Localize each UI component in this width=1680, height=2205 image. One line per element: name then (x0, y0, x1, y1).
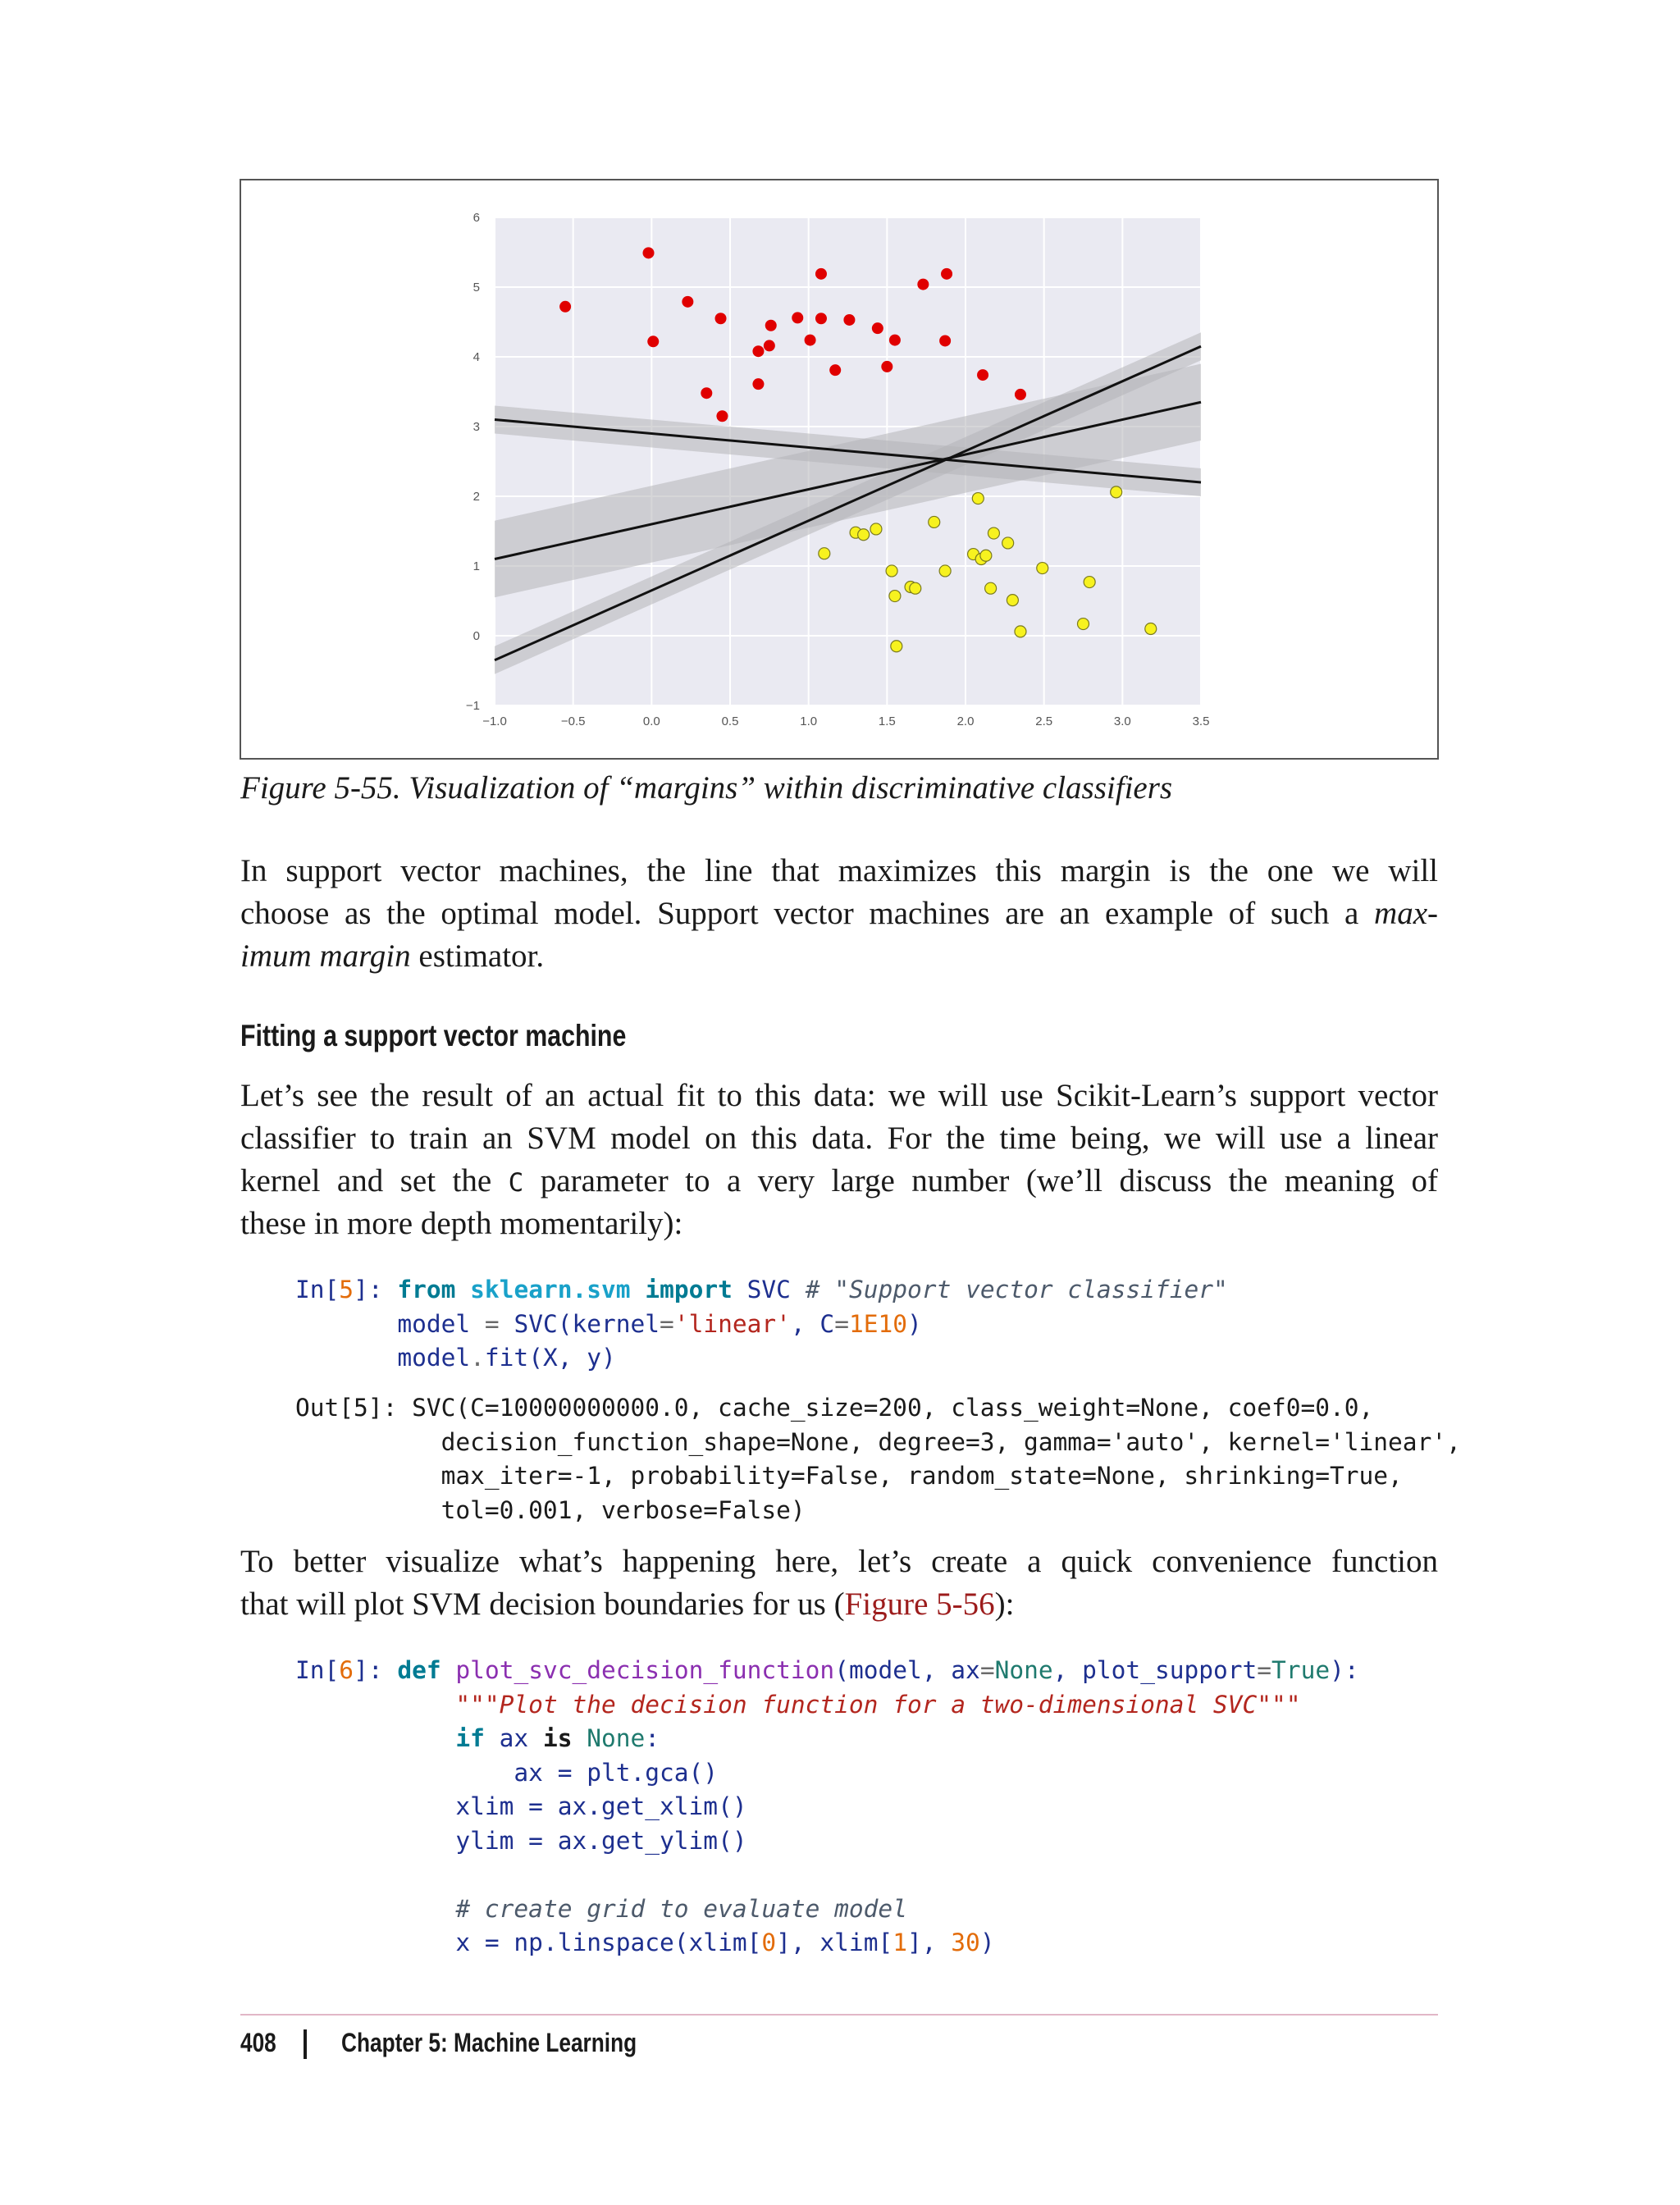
x-tick-label: 0.5 (721, 714, 739, 728)
code-comment: # "Support vector classifier" (805, 1276, 1228, 1303)
data-point-class-0 (889, 335, 901, 346)
data-point-class-0 (715, 313, 727, 324)
paragraph-2-line-3-b: parameter to a very large number (we’ll discuss the meaning of (523, 1163, 1438, 1198)
code-line: ], xlim[ (776, 1929, 893, 1956)
paragraph-1-line-2-text: choose as the optimal model. Support vector machines are an example of such a (240, 896, 1375, 931)
code-line: ], (906, 1929, 952, 1956)
code-operator: . (470, 1344, 485, 1372)
paragraph-2-line-3-a: kernel and set the (240, 1163, 509, 1198)
data-point-class-0 (1015, 389, 1026, 400)
code-name: (model, ax (834, 1656, 980, 1684)
code-punct: ): (1330, 1656, 1359, 1684)
code-string: 'linear' (673, 1309, 791, 1338)
code-name: model (397, 1309, 471, 1338)
data-point-class-0 (805, 335, 816, 346)
paragraph-1-line-1: In support vector machines, the line that maximizes this margin is the one we will (240, 853, 1438, 888)
code-prompt-end: ]: (354, 1656, 398, 1684)
data-point-class-0 (559, 301, 571, 313)
data-point-class-1 (819, 548, 830, 559)
x-tick-label: 0.0 (642, 714, 660, 728)
data-point-class-1 (889, 591, 901, 602)
paragraph-2-line-2: classifier to train an SVM model on this data. For the time being, we will use a linear (240, 1121, 1438, 1156)
x-tick-label: 1.0 (800, 714, 818, 728)
paragraph-1-line-2 (240, 892, 1438, 935)
code-name: fit(X, y) (484, 1344, 616, 1372)
x-tick-label: −1.0 (482, 714, 507, 728)
paragraph-1-line-3 (240, 935, 1438, 978)
code-constant: None (994, 1656, 1053, 1684)
code-block-in-6 (295, 1654, 1359, 1961)
paragraph-3-line-2-a: that will plot SVM decision boundaries for us ( (240, 1586, 845, 1622)
x-tick-label: 2.5 (1035, 714, 1053, 728)
data-point-class-1 (910, 582, 921, 594)
code-punct: : (645, 1724, 660, 1752)
data-point-class-1 (1007, 595, 1018, 606)
data-point-class-1 (858, 529, 870, 541)
data-point-class-1 (1084, 577, 1095, 588)
code-constant: None (572, 1724, 646, 1752)
code-name: SVC(kernel (514, 1309, 660, 1338)
code-line: x = np.linspace(xlim[ (455, 1929, 762, 1956)
code-output-out-5 (295, 1391, 1461, 1527)
x-tick-label: 3.0 (1113, 714, 1131, 728)
code-name: , plot_support (1052, 1656, 1258, 1684)
code-module: sklearn.svm (470, 1276, 631, 1303)
code-line: xlim = ax.get_xlim() (455, 1792, 747, 1820)
y-tick-label: 5 (472, 281, 480, 294)
data-point-class-0 (829, 364, 841, 376)
data-point-class-1 (1037, 563, 1048, 574)
code-operator: = (1257, 1656, 1272, 1684)
paragraph-1-emphasis-a: max- (1374, 896, 1438, 931)
x-tick-label: 3.5 (1192, 714, 1210, 728)
data-point-class-1 (1015, 626, 1026, 637)
code-number: 0 (761, 1929, 777, 1956)
footer-rule (240, 2014, 1438, 2016)
data-point-class-1 (1111, 486, 1122, 498)
data-point-class-0 (701, 387, 712, 399)
code-prompt-number: 5 (339, 1276, 354, 1303)
footer-separator (304, 2029, 307, 2059)
data-point-class-1 (985, 582, 997, 594)
code-constant: True (1271, 1656, 1331, 1684)
page-number: 408 (240, 2028, 276, 2057)
data-point-class-1 (1145, 623, 1157, 635)
data-point-class-0 (939, 335, 951, 346)
code-prompt: In[ (295, 1656, 340, 1684)
output-line: tol=0.001, verbose=False) (441, 1495, 806, 1524)
code-prompt-end: ]: (354, 1276, 398, 1303)
code-number: 30 (951, 1929, 980, 1956)
y-tick-label: 2 (472, 490, 480, 504)
data-point-class-0 (792, 312, 803, 323)
data-point-class-1 (980, 550, 992, 561)
x-tick-label: 1.5 (878, 714, 896, 728)
output-line: decision_function_shape=None, degree=3, gamma='auto', kernel='linear', (441, 1427, 1461, 1456)
data-point-class-0 (682, 296, 693, 308)
code-punct: ) (907, 1309, 922, 1338)
data-point-class-0 (872, 322, 883, 334)
code-docstring: """Plot the decision function for a two-dimensional SVC""" (455, 1690, 1301, 1719)
svm-margin-chart (241, 180, 1437, 758)
paragraph-1-line-3-text: estimator. (410, 938, 545, 974)
code-name: , C (790, 1309, 835, 1338)
code-function-name: plot_svc_decision_function (455, 1656, 835, 1684)
data-point-class-1 (886, 565, 897, 577)
chapter-title: Chapter 5: Machine Learning (341, 2028, 637, 2057)
data-point-class-0 (843, 314, 855, 326)
data-point-class-0 (752, 345, 764, 357)
code-line: ylim = ax.get_ylim() (455, 1826, 747, 1855)
code-keyword: import (645, 1276, 733, 1303)
data-point-class-0 (752, 378, 764, 390)
code-keyword: if (455, 1724, 485, 1752)
paragraph-3-line-2 (240, 1583, 1438, 1626)
y-tick-label: 6 (472, 211, 480, 225)
data-point-class-0 (977, 369, 988, 381)
data-point-class-0 (815, 268, 827, 280)
code-keyword: def (397, 1656, 441, 1684)
paragraph-1-emphasis-b: imum margin (240, 938, 411, 974)
code-operator: = (979, 1656, 995, 1684)
paragraph-3-line-1: To better visualize what’s happening here, let’s create a quick convenience function (240, 1544, 1438, 1579)
data-point-class-0 (647, 336, 659, 347)
paragraph-2-line-1: Let’s see the result of an actual fit to this data: we will use Scikit-Learn’s support vector (240, 1078, 1438, 1113)
code-prompt-number: 6 (339, 1656, 354, 1684)
code-punct: ) (979, 1929, 995, 1956)
figure-5-56-link[interactable]: Figure 5-56 (844, 1586, 995, 1622)
y-tick-label: 4 (472, 350, 480, 364)
y-tick-label: 3 (472, 420, 480, 434)
data-point-class-1 (972, 493, 984, 504)
data-point-class-0 (765, 320, 777, 331)
code-line: ax = plt.gca() (514, 1758, 719, 1787)
section-heading: Fitting a support vector machine (240, 1019, 627, 1052)
data-point-class-1 (929, 516, 940, 527)
figure-caption: Figure 5-55. Visualization of “margins” within discriminative classifiers (240, 770, 1173, 806)
y-tick-label: −1 (465, 699, 480, 713)
data-point-class-1 (870, 523, 882, 535)
x-tick-label: 2.0 (956, 714, 975, 728)
code-keyword: from (397, 1276, 456, 1303)
data-point-class-0 (815, 313, 827, 324)
paragraph-3-line-2-b: ): (994, 1586, 1015, 1622)
code-name: SVC (746, 1276, 791, 1303)
data-point-class-1 (988, 527, 999, 539)
data-point-class-0 (643, 247, 655, 258)
code-number: 1 (892, 1929, 907, 1956)
figure-frame (240, 179, 1439, 760)
data-point-class-1 (939, 565, 951, 577)
data-point-class-0 (881, 361, 892, 372)
x-tick-label: −0.5 (560, 714, 586, 728)
code-comment: # create grid to evaluate model (455, 1894, 907, 1923)
data-point-class-1 (1078, 619, 1089, 630)
code-operator: = (834, 1309, 849, 1338)
paragraph-2-line-3 (240, 1160, 1438, 1204)
code-operator: = (470, 1309, 514, 1338)
output-line: max_iter=-1, probability=False, random_state=None, shrinking=True, (441, 1462, 1403, 1490)
data-point-class-0 (917, 279, 929, 290)
code-keyword: is (542, 1724, 573, 1752)
y-tick-label: 0 (472, 629, 480, 643)
data-point-class-0 (716, 410, 728, 422)
inline-code-c: C (508, 1168, 524, 1198)
code-block-in-5 (295, 1273, 1228, 1376)
output-line: Out[5]: SVC(C=10000000000.0, cache_size=200, class_weight=None, coef0=0.0, (295, 1394, 1374, 1422)
code-name: model (397, 1344, 471, 1372)
y-tick-label: 1 (472, 559, 480, 573)
code-operator: = (660, 1309, 674, 1338)
data-point-class-1 (1002, 537, 1014, 549)
data-point-class-0 (941, 268, 952, 280)
code-name: ax (484, 1724, 543, 1752)
data-point-class-1 (891, 641, 902, 652)
code-number: 1E10 (848, 1309, 908, 1338)
code-prompt: In[ (295, 1276, 340, 1303)
data-point-class-0 (764, 340, 775, 351)
paragraph-2-line-4: these in more depth momentarily): (240, 1206, 683, 1241)
